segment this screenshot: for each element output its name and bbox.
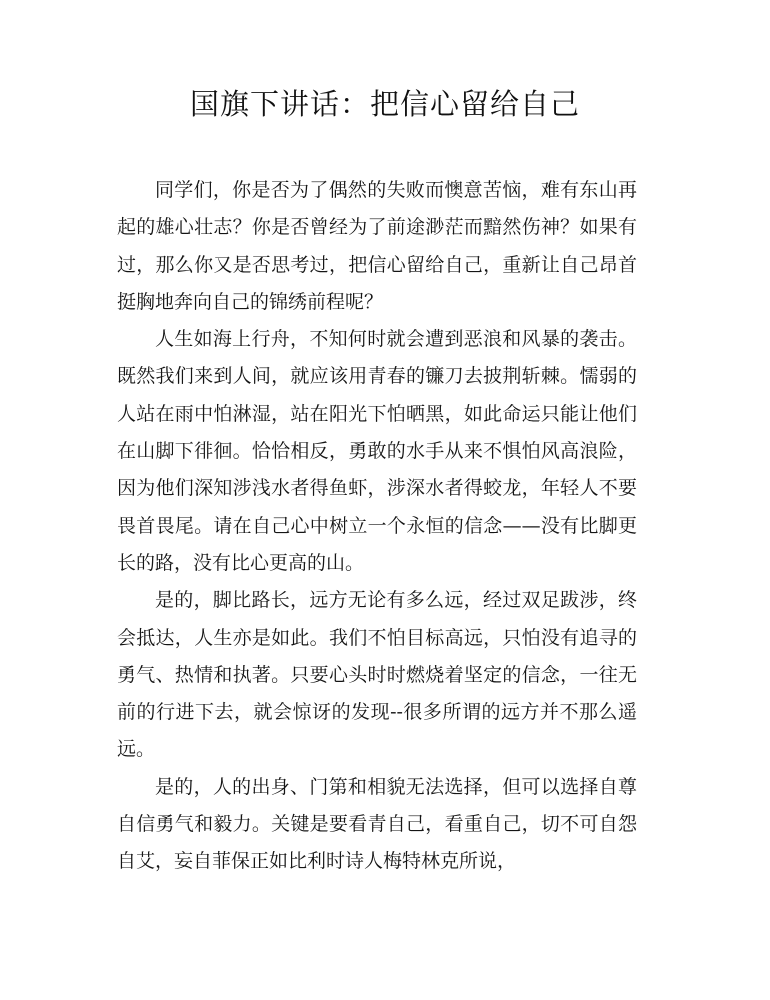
document-body <box>117 172 637 881</box>
paragraph-3: 是的，脚比路长，远方无论有多么远，经过双足跋涉，终会抵达，人生亦是如此。我们不怕目标高远，只怕没有追寻的勇气、热情和执著。只要心头时时燃烧着坚定的信念，一往无前的行进下去，就会惊讶的发现--很多所谓的远方并不那么遥远。 <box>117 589 637 761</box>
paragraph-1: 同学们，你是否为了偶然的失败而懊意苦恼，难有东山再起的雄心壮志？你是否曾经为了前途渺茫而黯然伤神？如果有过，那么你又是否思考过，把信心留给自己，重新让自己昂首挺胸地奔向自己的锦绣前程呢？ <box>117 179 637 313</box>
paragraph-2: 人生如海上行舟，不知何时就会遭到恶浪和风暴的袭击。既然我们来到人间，就应该用青春的镰刀去披荆斩棘。懦弱的人站在雨中怕淋湿，站在阳光下怕晒黑，如此命运只能让他们在山脚下徘徊。恰恰相反，勇敢的水手从来不惧怕风高浪险，因为他们深知涉浅水者得鱼虾，涉深水者得蛟龙，年轻人不要畏首畏尾。请在自己心中树立一个永恒的信念——没有比脚更长的路，没有比心更高的山。 <box>117 328 637 574</box>
document-title: 国旗下讲话：把信心留给自己 <box>189 87 580 121</box>
paragraph-4: 是的，人的出身、门第和相貌无法选择，但可以选择自尊自信勇气和毅力。关键是要看青自己，看重自己，切不可自怨自艾，妄自菲保正如比利时诗人梅特林克所说， <box>117 775 637 873</box>
